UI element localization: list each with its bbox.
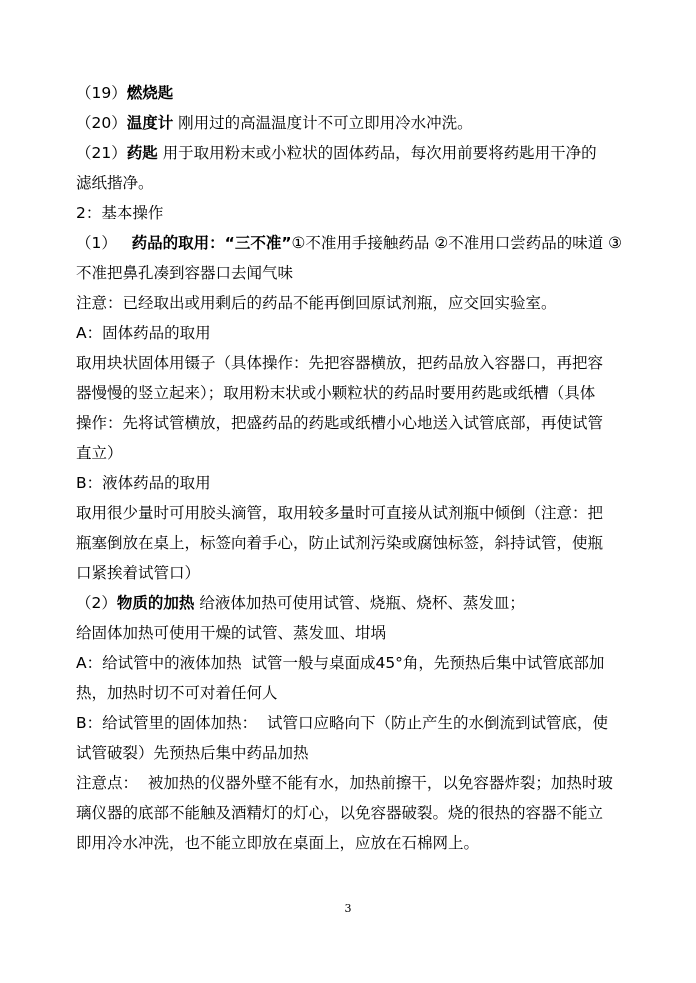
note-1: 注意：已经取出或用剩后的药品不能再倒回原试剂瓶，应交回实验室。	[76, 294, 557, 312]
paragraph-line: 器慢慢的竖立起来）；取用粉末状或小颗粒状的药品时要用药匙或纸槽（具体	[76, 384, 596, 402]
item-number: （2）	[76, 594, 117, 612]
subheading-liquid: B：液体药品的取用	[76, 474, 211, 492]
item-text: ①不准用手接触药品 ②不准用口尝药品的味道 ③	[291, 234, 623, 252]
paragraph-line: 即用冷水冲洗，也不能立即放在桌面上，应放在石棉网上。	[76, 834, 480, 852]
paragraph-line: A：给试管中的液体加热 试管一般与桌面成45°角，先预热后集中试管底部加	[76, 654, 605, 672]
paragraph-line: 取用很少量时可用胶头滴管，取用较多量时可直接从试剂瓶中倾倒（注意：把	[76, 504, 604, 522]
item-19	[76, 78, 624, 108]
item-term: 药匙	[126, 144, 158, 162]
page-number: 3	[344, 902, 352, 915]
item-term: 物质的加热	[116, 594, 195, 612]
paragraph-line: 璃仪器的底部不能触及酒精灯的灯心，以免容器破裂。烧的很热的容器不能立	[76, 804, 604, 822]
paragraph-line: 热，加热时切不可对着任何人	[76, 684, 278, 702]
operation-2-continued: 给固体加热可使用干燥的试管、蒸发皿、坩埚	[76, 624, 387, 642]
operation-2	[76, 588, 624, 618]
item-number: （1）	[76, 234, 132, 252]
paragraph-line: 操作：先将试管横放，把盛药品的药匙或纸槽小心地送入试管底部，再使试管	[76, 414, 604, 432]
item-text: 给液体加热可使用试管、烧瓶、烧杯、蒸发皿；	[194, 594, 525, 612]
item-text: 用于取用粉末或小粒状的固体药品，每次用前要将药匙用干净的	[157, 144, 597, 162]
item-text: 刚用过的高温温度计不可立即用冷水冲洗。	[173, 114, 473, 132]
item-20	[76, 108, 624, 138]
paragraph-line: 口紧挨着试管口）	[76, 564, 201, 582]
subheading-solid: A：固体药品的取用	[76, 324, 211, 342]
item-number: （19）	[76, 84, 127, 102]
item-term: 药品的取用：“三不准”	[131, 234, 292, 252]
item-number: （20）	[76, 114, 127, 132]
operation-1-continued: 不准把鼻孔凑到容器口去闻气味	[76, 264, 294, 282]
item-21	[76, 138, 624, 168]
paragraph-line: 试管破裂）先预热后集中药品加热	[76, 744, 309, 762]
paragraph-line: 直立）	[76, 444, 123, 462]
document-body	[76, 78, 624, 858]
section-heading: 2：基本操作	[76, 204, 164, 222]
item-term: 燃烧匙	[126, 84, 174, 102]
paragraph-line: B：给试管里的固体加热： 试管口应略向下（防止产生的水倒流到试管底，使	[76, 714, 608, 732]
item-21-continued: 滤纸揩净。	[76, 174, 154, 192]
paragraph-line: 取用块状固体用镊子（具体操作：先把容器横放，把药品放入容器口，再把容	[76, 354, 604, 372]
item-number: （21）	[76, 144, 127, 162]
paragraph-line: 瓶塞倒放在桌上，标签向着手心，防止试剂污染或腐蚀标签，斜持试管，使瓶	[76, 534, 604, 552]
item-term: 温度计	[126, 114, 174, 132]
operation-1	[76, 228, 624, 258]
paragraph-line: 注意点： 被加热的仪器外壁不能有水，加热前擦干，以免容器炸裂；加热时玻	[76, 774, 613, 792]
